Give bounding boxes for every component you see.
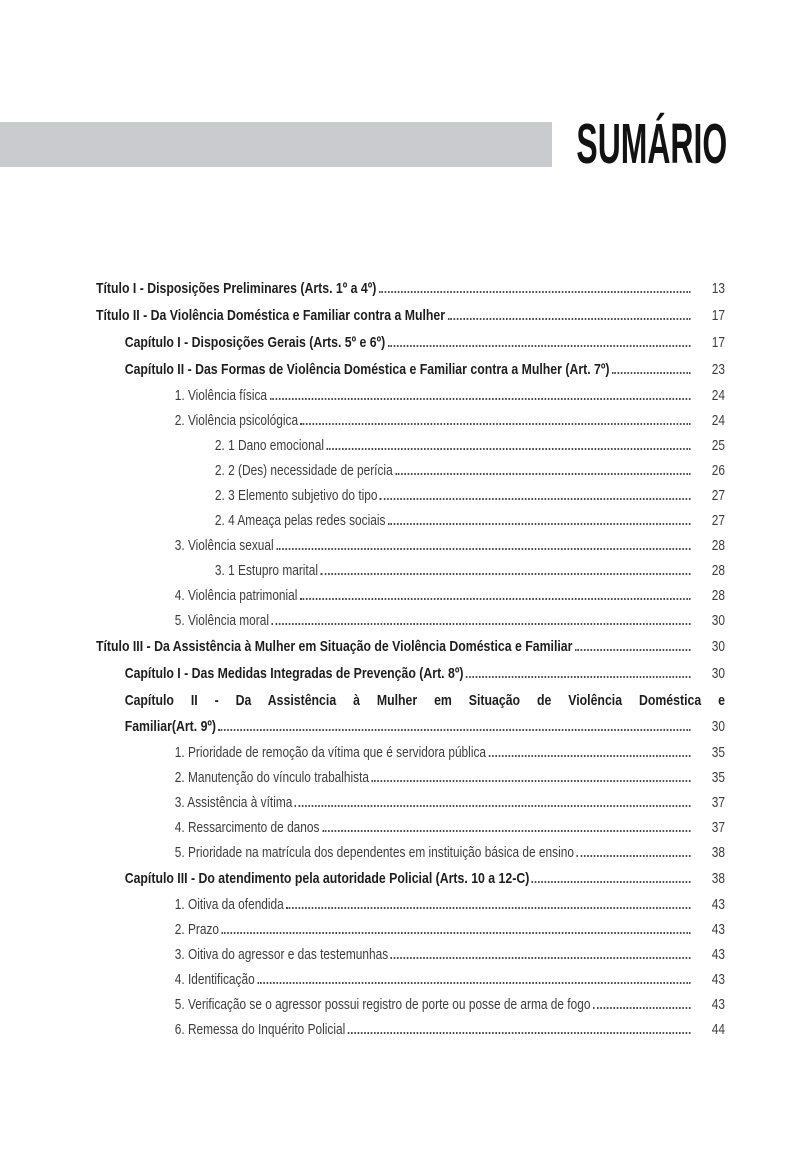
toc-entry-page: 17 xyxy=(711,335,725,351)
dot-leader xyxy=(488,755,690,757)
toc-entry-page: 43 xyxy=(711,997,725,1013)
toc-entry xyxy=(96,563,725,588)
toc-entry xyxy=(96,947,725,972)
toc-entry xyxy=(96,361,725,388)
toc-entry-label: Título III - Da Assistência à Mulher em Situação de Violência Doméstica e Familiar xyxy=(96,638,573,655)
toc-entry-label: Título I - Disposições Preliminares (Arts. 1º a 4º) xyxy=(96,280,377,297)
dot-leader xyxy=(300,598,691,600)
toc-entry-label: 2. 1 Dano emocional xyxy=(214,438,324,454)
toc-entry xyxy=(96,513,725,538)
toc-entry xyxy=(96,770,725,795)
toc-entry xyxy=(96,463,725,488)
toc-entry-page: 30 xyxy=(711,666,725,682)
dot-leader xyxy=(218,729,690,731)
toc-entry xyxy=(96,897,725,922)
dot-leader xyxy=(593,1007,691,1009)
toc-entry xyxy=(96,280,725,307)
toc-entry xyxy=(96,638,725,665)
toc-entry-label: 1. Oitiva da ofendida xyxy=(174,897,284,913)
toc-entry-page: 30 xyxy=(711,613,725,629)
toc-entry xyxy=(96,820,725,845)
dot-leader xyxy=(286,907,690,909)
dot-leader xyxy=(322,830,691,832)
dot-leader xyxy=(326,448,690,450)
toc-entry-label: 3. 1 Estupro marital xyxy=(214,563,319,579)
toc-entry-page: 27 xyxy=(711,513,725,529)
dot-leader xyxy=(388,523,691,525)
dot-leader xyxy=(612,372,691,374)
page-title: SUMÁRIO xyxy=(576,112,727,176)
toc-entry xyxy=(96,795,725,820)
toc-entry-page: 43 xyxy=(711,972,725,988)
toc-entry-label: 4. Violência patrimonial xyxy=(174,588,298,604)
toc-entry-page: 28 xyxy=(711,538,725,554)
toc-entry-label: Título II - Da Violência Doméstica e Familiar contra a Mulher xyxy=(96,307,446,324)
dot-leader xyxy=(320,573,690,575)
toc-entry-page: 43 xyxy=(711,947,725,963)
toc-entry-label: Capítulo I - Disposições Gerais (Arts. 5º e 6º) xyxy=(124,334,386,351)
toc-entry-label: 4. Ressarcimento de danos xyxy=(174,820,320,836)
toc-entry-page: 25 xyxy=(711,438,725,454)
toc-entry-page: 28 xyxy=(711,588,725,604)
dot-leader xyxy=(221,932,690,934)
dot-leader xyxy=(380,498,691,500)
toc-entry xyxy=(96,488,725,513)
toc-entry xyxy=(96,413,725,438)
dot-leader xyxy=(372,780,691,782)
toc-entry-label: Capítulo II - Da Assistência à Mulher em Situação de Violência Doméstica e xyxy=(124,692,725,709)
toc-entry-label: 3. Violência sexual xyxy=(174,538,274,554)
dot-leader xyxy=(269,398,690,400)
toc-entry-label: Capítulo II - Das Formas de Violência Doméstica e Familiar contra a Mulher (Art. 7º) xyxy=(124,361,610,378)
toc-entry-label: 6. Remessa do Inquérito Policial xyxy=(174,1022,346,1038)
toc-entry xyxy=(96,870,725,897)
dot-leader xyxy=(348,1032,691,1034)
toc-entry-label: 1. Prioridade de remoção da vítima que é servidora pública xyxy=(174,745,487,761)
toc-entry-page: 43 xyxy=(711,922,725,938)
dot-leader xyxy=(575,649,691,651)
dot-leader xyxy=(395,473,690,475)
toc-entry-label: 2. 2 (Des) necessidade de perícia xyxy=(214,463,393,479)
toc-entry-label: Capítulo III - Do atendimento pela autoridade Policial (Arts. 10 a 12-C) xyxy=(124,870,530,887)
toc-entry-label: 2. 4 Ameaça pelas redes sociais xyxy=(214,513,386,529)
toc-entry-label: 5. Prioridade na matrícula dos dependentes em instituição básica de ensino xyxy=(174,845,574,861)
toc-entry-label: 2. 3 Elemento subjetivo do tipo xyxy=(214,488,378,504)
header-bar xyxy=(0,122,552,167)
toc-entry xyxy=(96,538,725,563)
toc-entry-page: 37 xyxy=(711,795,725,811)
toc-entry xyxy=(96,972,725,997)
toc-entry-page: 27 xyxy=(711,488,725,504)
toc-entry-page: 17 xyxy=(711,308,725,324)
toc-entry-label: 5. Violência moral xyxy=(174,613,270,629)
toc-entry-page: 44 xyxy=(711,1022,725,1038)
dot-leader xyxy=(466,676,691,678)
toc-entry xyxy=(96,997,725,1022)
toc-entry xyxy=(96,613,725,638)
toc-entry xyxy=(96,388,725,413)
toc-entry-page: 13 xyxy=(711,281,725,297)
dot-leader xyxy=(379,291,691,293)
toc-entry-label: 3. Assistência à vítima xyxy=(174,795,293,811)
toc-entry-label: 2. Violência psicológica xyxy=(174,413,299,429)
dot-leader xyxy=(532,881,691,883)
toc-entry-label: 2. Manutenção do vínculo trabalhista xyxy=(174,770,370,786)
toc-entry-label: 4. Identificação xyxy=(174,972,255,988)
toc-entry xyxy=(96,438,725,463)
toc-entry xyxy=(96,845,725,870)
table-of-contents xyxy=(96,280,725,1047)
toc-entry-page: 24 xyxy=(711,413,725,429)
toc-entry-page: 24 xyxy=(711,388,725,404)
dot-leader xyxy=(271,623,690,625)
toc-entry xyxy=(96,665,725,692)
toc-entry-page: 30 xyxy=(711,639,725,655)
toc-entry xyxy=(96,922,725,947)
toc-entry xyxy=(96,1022,725,1047)
toc-entry-label: 1. Violência física xyxy=(174,388,268,404)
toc-entry xyxy=(96,334,725,361)
toc-entry-page: 28 xyxy=(711,563,725,579)
toc-entry-label: Familiar(Art. 9º) xyxy=(124,718,217,735)
dot-leader xyxy=(448,318,691,320)
toc-entry xyxy=(96,745,725,770)
toc-entry-page: 43 xyxy=(711,897,725,913)
dot-leader xyxy=(257,982,690,984)
toc-entry-page: 35 xyxy=(711,745,725,761)
toc-entry-page: 38 xyxy=(711,845,725,861)
toc-entry-page: 23 xyxy=(711,362,725,378)
toc-entry xyxy=(96,307,725,334)
toc-entry-page: 35 xyxy=(711,770,725,786)
dot-leader xyxy=(391,957,691,959)
dot-leader xyxy=(388,345,691,347)
dot-leader xyxy=(276,548,690,550)
toc-entry-page: 30 xyxy=(711,719,725,735)
toc-entry-page: 26 xyxy=(711,463,725,479)
toc-entry-label: 2. Prazo xyxy=(174,922,219,938)
toc-entry-label: 5. Verificação se o agressor possui registro de porte ou posse de arma de fogo xyxy=(174,997,591,1013)
toc-entry-label: 3. Oitiva do agressor e das testemunhas xyxy=(174,947,389,963)
dot-leader xyxy=(295,805,691,807)
toc-entry xyxy=(96,588,725,613)
dot-leader xyxy=(576,855,690,857)
toc-entry xyxy=(96,718,725,745)
toc-entry-page: 38 xyxy=(711,871,725,887)
toc-entry-page: 37 xyxy=(711,820,725,836)
dot-leader xyxy=(301,423,691,425)
toc-entry-label: Capítulo I - Das Medidas Integradas de Prevenção (Art. 8º) xyxy=(124,665,464,682)
